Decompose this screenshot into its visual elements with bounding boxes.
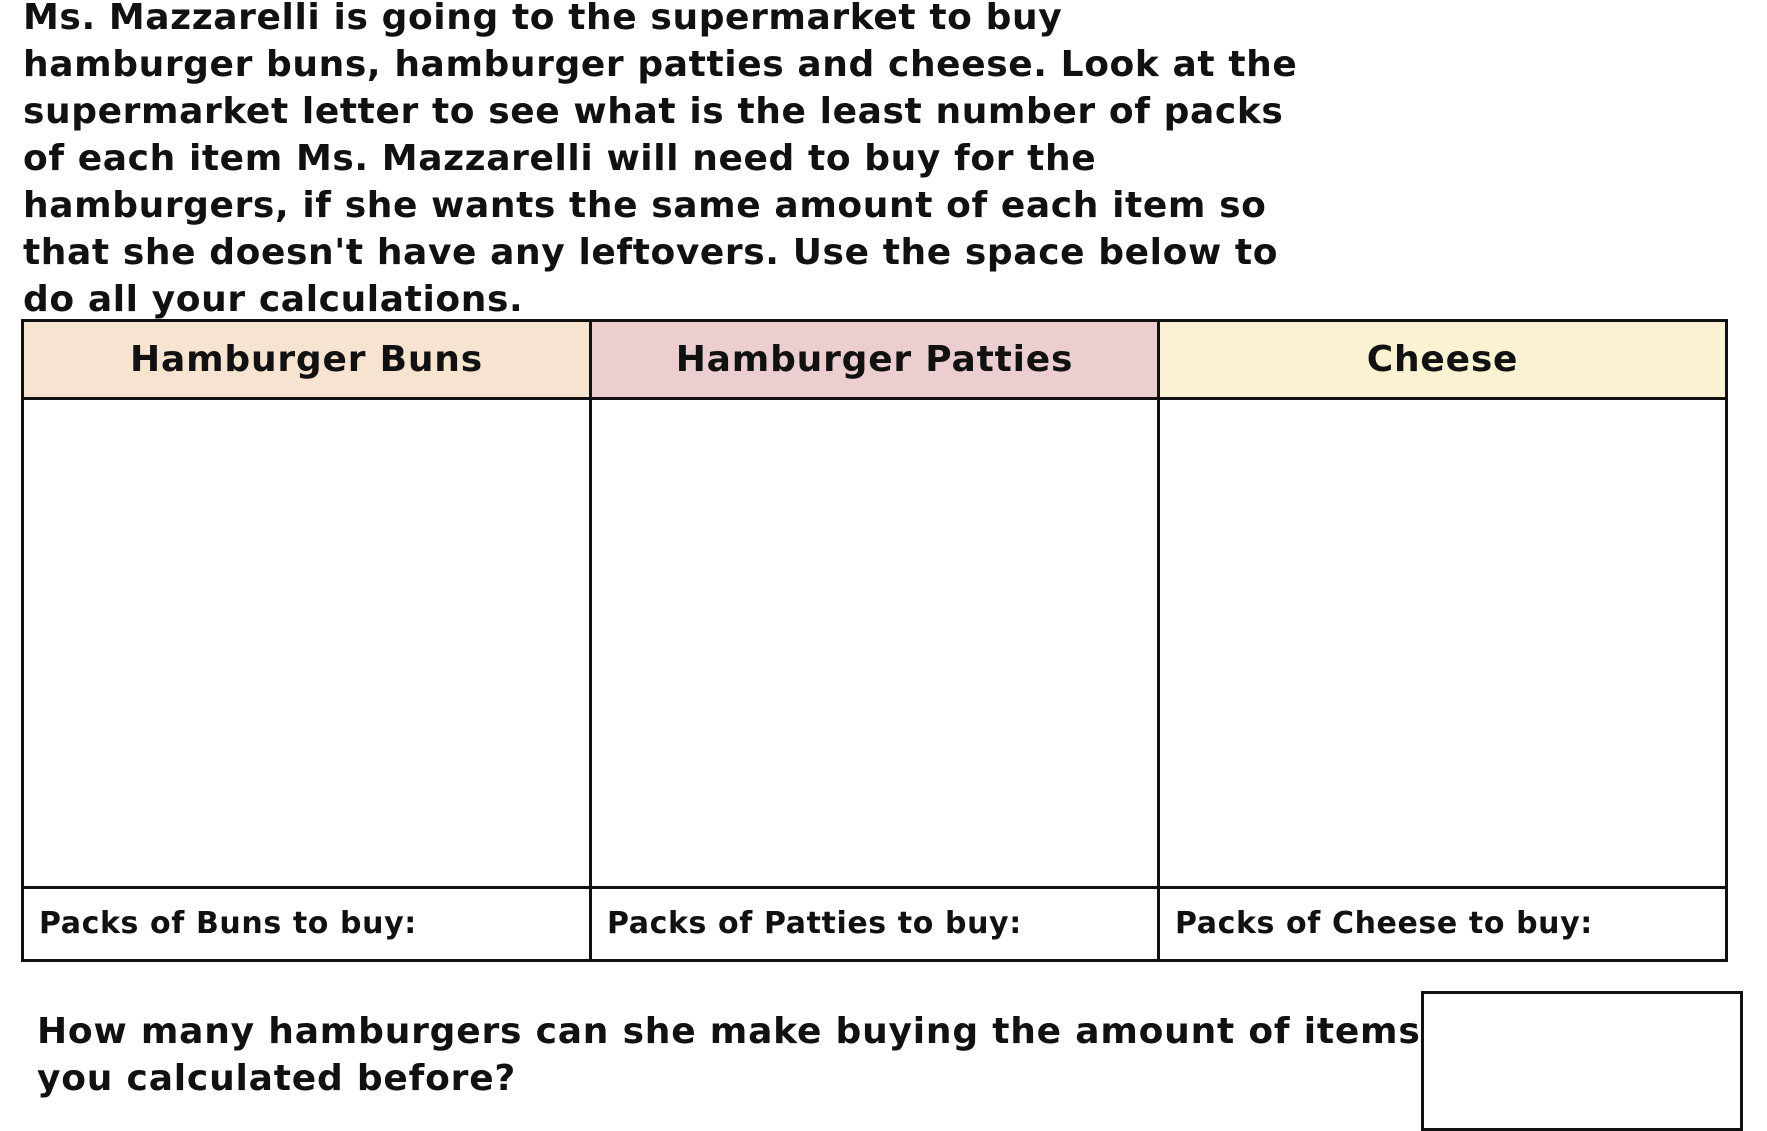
column-header-cheese: Cheese (1159, 321, 1727, 399)
packs-of-buns-field[interactable]: Packs of Buns to buy: (23, 887, 591, 960)
patties-calculation-area[interactable] (591, 399, 1159, 888)
cheese-calculation-area[interactable] (1159, 399, 1727, 888)
calculation-space-row (23, 399, 1727, 888)
column-header-patties: Hamburger Patties (591, 321, 1159, 399)
packs-of-patties-field[interactable]: Packs of Patties to buy: (591, 887, 1159, 960)
hamburgers-question: How many hamburgers can she make buying the amount of items you calculated before? (37, 1011, 1421, 1099)
answer-box[interactable] (1421, 991, 1743, 1131)
table-header-row (23, 321, 1727, 399)
packs-row (23, 887, 1727, 960)
instructions-paragraph: Ms. Mazzarelli is going to the supermarket to buy hamburger buns, hamburger patties and cheese. Look at the supermarket letter to see what is the least number of packs of each item Ms. Mazzarelli will need to buy for the hamburgers, if she wants the same amount of each item so that she doesn't have any leftovers. Use the space below to do all your calculations. (23, 0, 1298, 320)
column-header-buns: Hamburger Buns (23, 321, 591, 399)
buns-calculation-area[interactable] (23, 399, 591, 888)
packs-of-cheese-field[interactable]: Packs of Cheese to buy: (1159, 887, 1727, 960)
calculation-table (21, 319, 1728, 962)
